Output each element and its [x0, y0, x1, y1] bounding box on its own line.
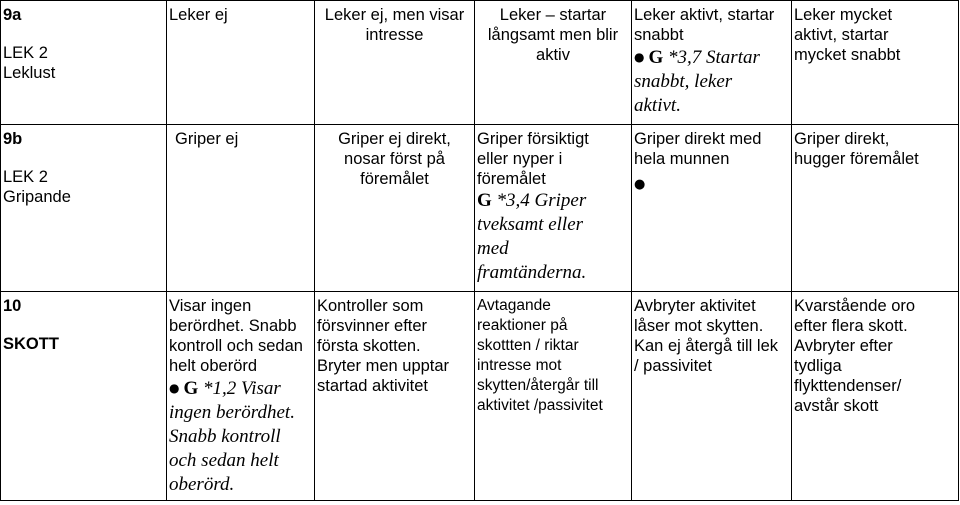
bullet-dot-icon: ●	[634, 177, 646, 192]
cell-text: Avbryter aktivitet låser mot skytten. Kan ej återgå till lek / passivitet	[634, 297, 778, 375]
row-lek-label: LEK 2	[3, 44, 48, 62]
grade-cell	[632, 125, 792, 292]
cell-text: Griper direkt med hela munnen	[634, 130, 762, 168]
average-text: *1,2 Visar ingen berördhet. Snabb kontroll och sedan helt oberörd.	[169, 378, 295, 495]
cell-text: Visar ingen berördhet. Snabb kontroll och sedan helt oberörd	[169, 297, 303, 375]
row-name: Leklust	[3, 64, 56, 82]
cell-text: Avtagande reaktioner på skottten / riktar intresse mot skytten/återgår till aktivitet /passivitet	[477, 297, 603, 414]
cell-text: Leker mycket aktivt, startar mycket snabbt	[794, 6, 901, 64]
cell-text: Griper ej direkt, nosar först på föremålet	[338, 130, 451, 188]
bullet-dot-icon: ●	[169, 381, 180, 395]
grade-cell	[315, 1, 475, 125]
grade-cell	[632, 292, 792, 501]
average-note	[477, 189, 629, 285]
grade-cell	[792, 125, 959, 292]
grade-cell	[475, 292, 632, 501]
row-label-cell	[1, 125, 167, 292]
average-note	[169, 376, 312, 497]
average-label: G	[648, 47, 664, 68]
grade-cell	[632, 1, 792, 125]
cell-text: Kvarstående oro efter flera skott. Avbryter efter tydliga flykttendenser/ avstår skott	[794, 297, 916, 415]
row-label-cell	[1, 1, 167, 125]
grade-cell	[475, 1, 632, 125]
bullet-dot-icon: ●	[634, 50, 645, 64]
average-text: *3,7 Startar snabbt, leker aktivt.	[634, 47, 760, 116]
row-name: SKOTT	[3, 335, 59, 353]
cell-text: Griper ej	[175, 130, 239, 148]
table-row-10	[1, 292, 959, 501]
cell-text: Leker ej	[169, 6, 228, 24]
cell-text: Kontroller som försvinner efter första skotten. Bryter men upptar startad aktivitet	[317, 297, 450, 395]
grade-cell	[792, 292, 959, 501]
grade-cell	[792, 1, 959, 125]
grade-cell	[167, 292, 315, 501]
average-text: *3,4 Griper tveksamt eller med framtänderna.	[477, 190, 587, 283]
row-number: 10	[3, 297, 22, 315]
grade-cell	[315, 125, 475, 292]
cell-text: Leker – startar långsamt men blir aktiv	[487, 6, 619, 64]
table-row-9a	[1, 1, 959, 125]
cell-text: Leker ej, men visar intresse	[324, 6, 465, 44]
grade-cell	[167, 125, 315, 292]
average-label: G	[477, 190, 492, 211]
cell-text: Griper försiktigt eller nyper i föremålet	[477, 130, 589, 188]
row-label-cell	[1, 292, 167, 501]
row-lek-label: LEK 2	[3, 168, 48, 186]
average-note	[634, 45, 789, 118]
table-row-9b	[1, 125, 959, 292]
average-label: G	[183, 378, 199, 399]
row-number: 9b	[3, 130, 23, 148]
grade-cell	[167, 1, 315, 125]
row-name: Gripande	[3, 188, 71, 206]
cell-text: Leker aktivt, startar snabbt	[634, 6, 775, 44]
grade-cell	[475, 125, 632, 292]
grade-cell	[315, 292, 475, 501]
row-number: 9a	[3, 6, 22, 24]
cell-text: Griper direkt, hugger föremålet	[794, 130, 919, 168]
